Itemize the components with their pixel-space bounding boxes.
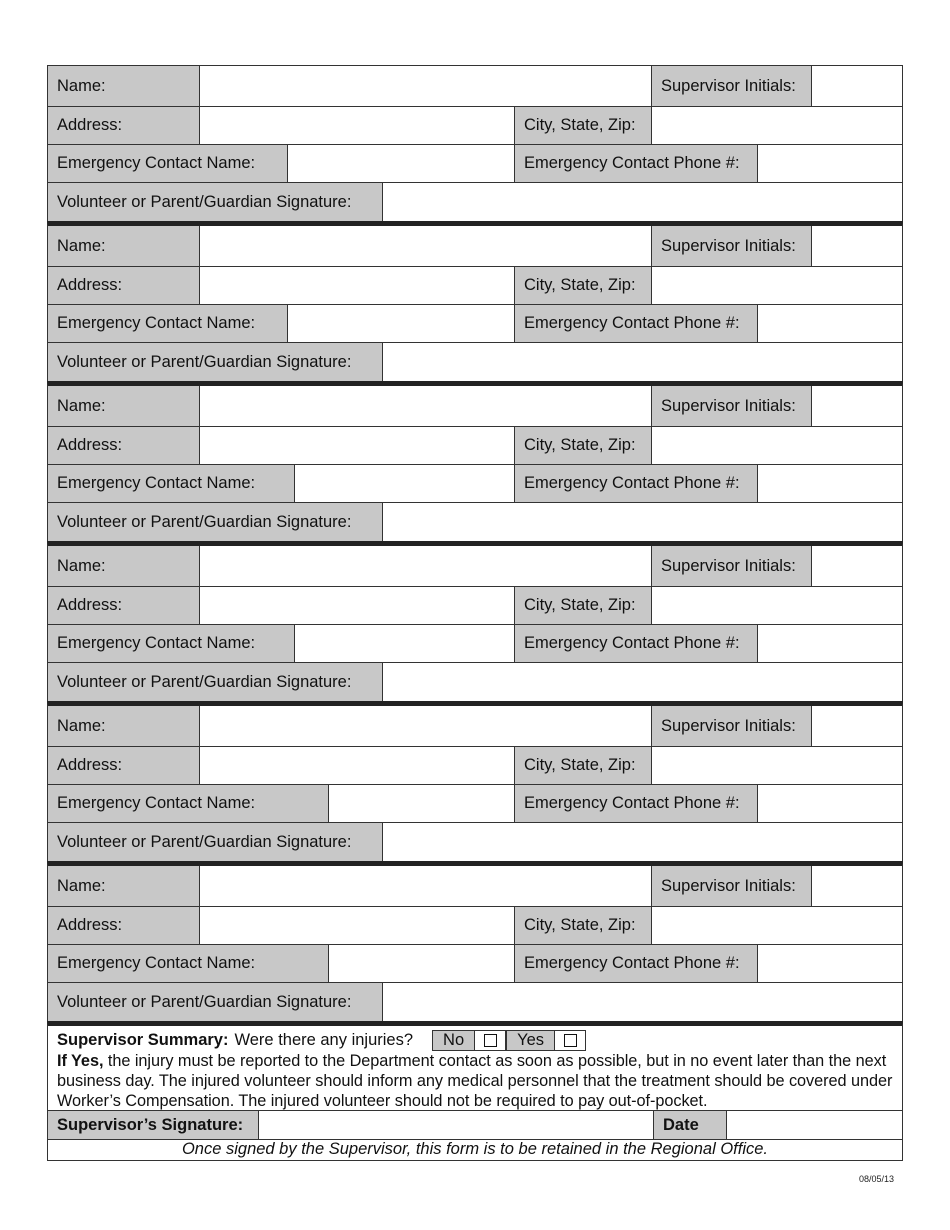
emergency-contact-phone-label: Emergency Contact Phone #:	[515, 945, 758, 982]
address-label: Address:	[48, 267, 200, 304]
emergency-contact-phone-field[interactable]	[758, 945, 902, 982]
signature-field[interactable]	[383, 823, 902, 861]
address-field[interactable]	[200, 907, 515, 944]
emergency-contact-name-label: Emergency Contact Name:	[48, 625, 295, 662]
signature-field[interactable]	[383, 183, 902, 221]
injury-option-no[interactable]	[432, 1030, 506, 1051]
city-state-zip-label: City, State, Zip:	[515, 107, 652, 144]
city-state-zip-field[interactable]	[652, 107, 902, 144]
address-label: Address:	[48, 747, 200, 784]
name-field[interactable]	[200, 706, 652, 746]
emergency-contact-name-field[interactable]	[288, 145, 515, 182]
name-field[interactable]	[200, 866, 652, 906]
signature-field[interactable]	[383, 663, 902, 701]
no-checkbox[interactable]	[484, 1034, 497, 1047]
emergency-contact-phone-label: Emergency Contact Phone #:	[515, 465, 758, 502]
emergency-contact-name-label: Emergency Contact Name:	[48, 145, 288, 182]
address-field[interactable]	[200, 267, 515, 304]
emergency-contact-name-field[interactable]	[288, 305, 515, 342]
if-yes-text: the injury must be reported to the Department contact as soon as possible, but in no event later than the next business day. The injured volunteer should inform any medical personnel that the treatment should be covered under Worker’s Compensation. The injured volunteer should not be required to pay out-of-pocket.	[57, 1052, 893, 1110]
name-field[interactable]	[200, 546, 652, 586]
volunteer-entry-5	[47, 701, 903, 861]
date-field[interactable]	[727, 1111, 902, 1139]
name-field[interactable]	[200, 66, 652, 106]
volunteer-entry-2	[47, 221, 903, 381]
name-label: Name:	[48, 386, 200, 426]
volunteer-entry-1	[47, 65, 903, 221]
revision-date: 08/05/13	[858, 1174, 894, 1184]
name-label: Name:	[48, 546, 200, 586]
volunteer-sign-in-form	[47, 65, 903, 1161]
address-label: Address:	[48, 587, 200, 624]
emergency-contact-name-field[interactable]	[295, 465, 515, 502]
emergency-contact-phone-label: Emergency Contact Phone #:	[515, 305, 758, 342]
supervisor-summary-section	[47, 1021, 903, 1111]
supervisor-initials-field[interactable]	[812, 66, 902, 106]
volunteer-entry-6	[47, 861, 903, 1021]
supervisor-initials-field[interactable]	[812, 706, 902, 746]
option-no-label: No	[433, 1031, 475, 1050]
emergency-contact-name-field[interactable]	[295, 625, 515, 662]
address-field[interactable]	[200, 587, 515, 624]
signature-label: Volunteer or Parent/Guardian Signature:	[48, 503, 383, 541]
city-state-zip-field[interactable]	[652, 907, 902, 944]
emergency-contact-name-label: Emergency Contact Name:	[48, 945, 329, 982]
injury-option-yes[interactable]	[506, 1030, 586, 1051]
signature-label: Volunteer or Parent/Guardian Signature:	[48, 983, 383, 1021]
emergency-contact-phone-field[interactable]	[758, 625, 902, 662]
supervisor-initials-field[interactable]	[812, 546, 902, 586]
emergency-contact-phone-field[interactable]	[758, 785, 902, 822]
address-field[interactable]	[200, 747, 515, 784]
city-state-zip-field[interactable]	[652, 747, 902, 784]
signature-field[interactable]	[383, 503, 902, 541]
emergency-contact-phone-field[interactable]	[758, 145, 902, 182]
retention-note: Once signed by the Supervisor, this form is to be retained in the Regional Office.	[47, 1140, 903, 1161]
supervisor-initials-label: Supervisor Initials:	[652, 706, 812, 746]
emergency-contact-phone-label: Emergency Contact Phone #:	[515, 145, 758, 182]
emergency-contact-name-field[interactable]	[329, 945, 515, 982]
date-label: Date	[654, 1111, 727, 1139]
city-state-zip-label: City, State, Zip:	[515, 587, 652, 624]
address-field[interactable]	[200, 107, 515, 144]
emergency-contact-name-label: Emergency Contact Name:	[48, 305, 288, 342]
emergency-contact-phone-field[interactable]	[758, 465, 902, 502]
city-state-zip-label: City, State, Zip:	[515, 747, 652, 784]
emergency-contact-phone-label: Emergency Contact Phone #:	[515, 625, 758, 662]
name-field[interactable]	[200, 386, 652, 426]
address-label: Address:	[48, 907, 200, 944]
address-label: Address:	[48, 427, 200, 464]
injury-question: Were there any injuries?	[234, 1031, 414, 1049]
city-state-zip-label: City, State, Zip:	[515, 267, 652, 304]
yes-checkbox[interactable]	[564, 1034, 577, 1047]
name-label: Name:	[48, 706, 200, 746]
supervisor-initials-label: Supervisor Initials:	[652, 66, 812, 106]
supervisor-initials-field[interactable]	[812, 386, 902, 426]
supervisor-initials-field[interactable]	[812, 226, 902, 266]
emergency-contact-name-label: Emergency Contact Name:	[48, 465, 295, 502]
injury-question-line	[57, 1029, 902, 1051]
if-yes-bold: If Yes,	[57, 1052, 104, 1070]
city-state-zip-field[interactable]	[652, 587, 902, 624]
emergency-contact-name-label: Emergency Contact Name:	[48, 785, 329, 822]
supervisor-initials-label: Supervisor Initials:	[652, 386, 812, 426]
city-state-zip-label: City, State, Zip:	[515, 907, 652, 944]
option-yes-label: Yes	[506, 1031, 555, 1050]
supervisor-summary-title: Supervisor Summary:	[57, 1031, 229, 1049]
address-label: Address:	[48, 107, 200, 144]
city-state-zip-field[interactable]	[652, 267, 902, 304]
volunteer-entry-4	[47, 541, 903, 701]
emergency-contact-phone-label: Emergency Contact Phone #:	[515, 785, 758, 822]
name-label: Name:	[48, 866, 200, 906]
signature-label: Volunteer or Parent/Guardian Signature:	[48, 343, 383, 381]
supervisor-signature-row	[47, 1111, 903, 1140]
signature-field[interactable]	[383, 343, 902, 381]
signature-label: Volunteer or Parent/Guardian Signature:	[48, 183, 383, 221]
city-state-zip-label: City, State, Zip:	[515, 427, 652, 464]
signature-field[interactable]	[383, 983, 902, 1021]
city-state-zip-field[interactable]	[652, 427, 902, 464]
signature-label: Volunteer or Parent/Guardian Signature:	[48, 823, 383, 861]
supervisor-signature-label: Supervisor’s Signature:	[48, 1111, 259, 1139]
signature-label: Volunteer or Parent/Guardian Signature:	[48, 663, 383, 701]
emergency-contact-phone-field[interactable]	[758, 305, 902, 342]
supervisor-initials-label: Supervisor Initials:	[652, 546, 812, 586]
supervisor-initials-label: Supervisor Initials:	[652, 226, 812, 266]
supervisor-initials-field[interactable]	[812, 866, 902, 906]
name-field[interactable]	[200, 226, 652, 266]
name-label: Name:	[48, 226, 200, 266]
supervisor-signature-field[interactable]	[259, 1111, 654, 1139]
name-label: Name:	[48, 66, 200, 106]
if-yes-instructions	[57, 1051, 902, 1111]
supervisor-initials-label: Supervisor Initials:	[652, 866, 812, 906]
volunteer-entry-3	[47, 381, 903, 541]
emergency-contact-name-field[interactable]	[329, 785, 515, 822]
address-field[interactable]	[200, 427, 515, 464]
